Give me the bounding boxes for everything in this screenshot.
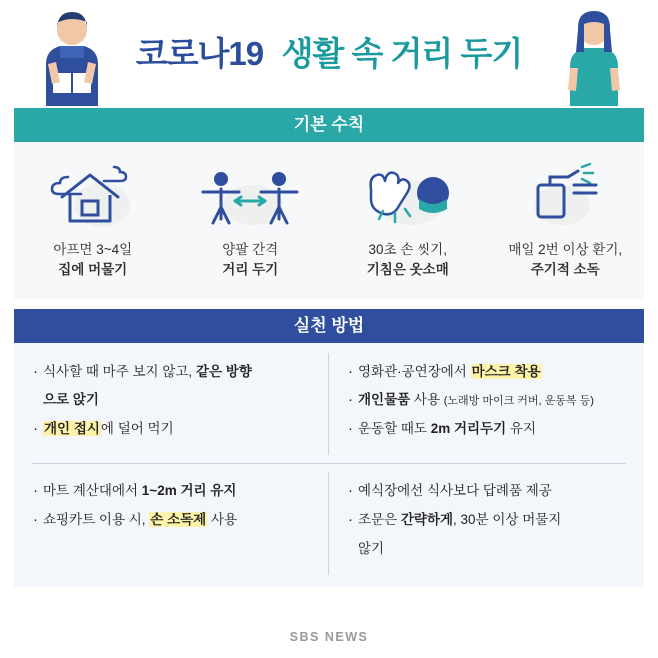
house-rest-icon — [14, 156, 172, 234]
basic-item-arm-distance — [172, 156, 330, 281]
basic-item-stay-home — [14, 156, 172, 281]
basic-caption: 아프면 3~4일 집에 머물기 — [53, 242, 133, 278]
basic-caption: 양팔 간격 거리 두기 — [222, 242, 279, 278]
highlighted-term: 개인 접시 — [44, 421, 100, 437]
practice-bullet: · 개인 접시에 덜어 먹기 — [32, 418, 314, 440]
basic-item-handwash — [329, 156, 487, 281]
basic-item-ventilation — [487, 156, 645, 281]
header — [0, 0, 658, 108]
practice-panel — [14, 343, 644, 587]
spray-ventilation-icon — [487, 156, 645, 234]
practice-bullet: · 식사할 때 마주 보지 않고, 같은 방향 — [32, 361, 314, 383]
basic-caption: 매일 2번 이상 환기, 주기적 소독 — [508, 242, 623, 278]
highlighted-term: 마스크 착용 — [471, 363, 541, 379]
arms-distance-icon — [172, 156, 330, 234]
practice-col-left — [14, 353, 329, 456]
practice-row-2 — [14, 472, 644, 575]
row-divider — [32, 463, 626, 464]
title-distancing: 생활 속 거리 두기 — [281, 35, 523, 72]
woman-standing-illustration — [544, 6, 636, 106]
practice-bullet: 으로 앉기 — [43, 392, 99, 408]
hand-wash-cough-icon — [329, 156, 487, 234]
basic-rules-heading: 기본 수칙 — [14, 108, 644, 142]
basic-caption: 30초 손 씻기, 기침은 옷소매 — [366, 242, 449, 278]
practice-col-right — [329, 353, 644, 456]
practice-row-1 — [14, 353, 644, 456]
practice-bullet: 않기 — [358, 540, 385, 556]
practice-bullet: · 운동할 때도 2m 거리두기 유지 — [347, 418, 630, 440]
practice-bullet: · 예식장에선 식사보다 답례품 제공 — [347, 480, 630, 502]
practice-bullet: · 조문은 간략하게, 30분 이상 머물지 — [347, 509, 630, 531]
practice-bullet: · 마트 계산대에서 1~2m 거리 유지 — [32, 480, 314, 502]
practice-bullet: · 영화관·공연장에서 마스크 착용 — [347, 361, 630, 383]
practice-bullet: · 쇼핑카트 이용 시, 손 소독제 사용 — [32, 509, 314, 531]
practice-col-left — [14, 472, 329, 575]
practice-bullet: · 개인물품 사용 (노래방 마이크 커버, 운동복 등) — [347, 389, 630, 411]
footer-brand: SBS NEWS — [289, 630, 369, 644]
practice-heading: 실천 방법 — [14, 309, 644, 343]
title-covid: 코로나19 — [135, 35, 264, 72]
practice-col-right — [329, 472, 644, 575]
highlighted-term: 손 소독제 — [150, 511, 207, 527]
basic-rules-panel — [14, 142, 644, 299]
